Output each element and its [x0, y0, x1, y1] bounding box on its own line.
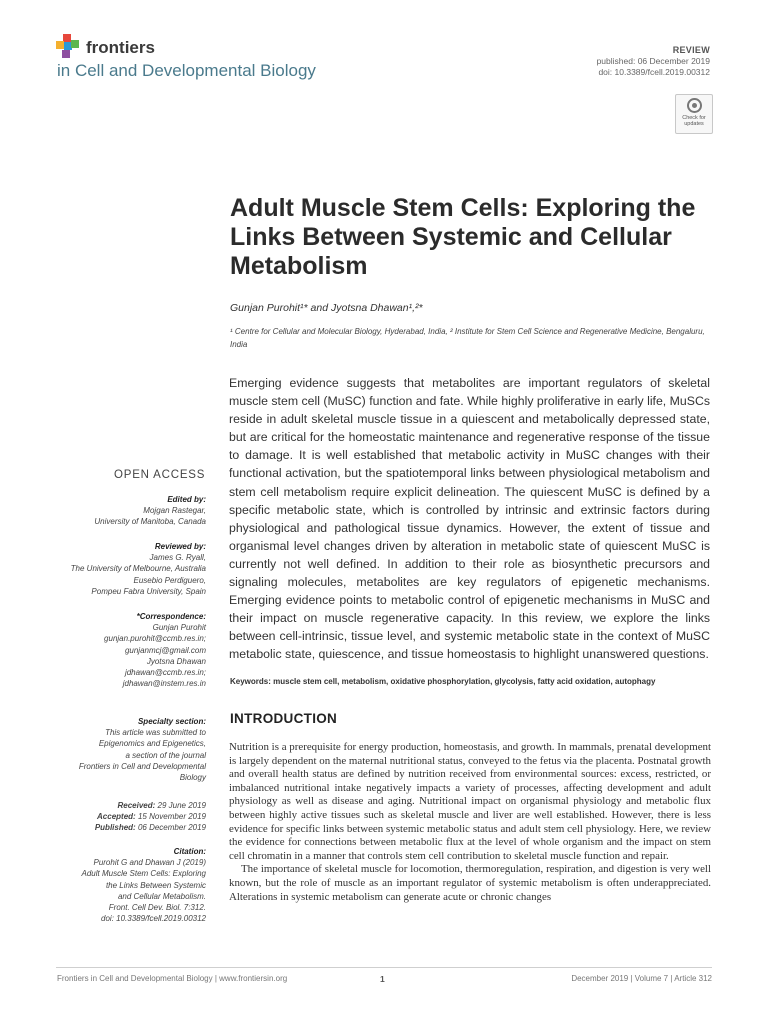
citation-block: [40, 846, 206, 924]
footer-divider: [56, 967, 712, 968]
body-text: [229, 741, 711, 904]
specialty-line: Frontiers in Cell and Developmental: [78, 761, 206, 771]
brand-name: frontiers: [86, 38, 155, 57]
correspondence-label: *Correspondence:: [136, 612, 206, 621]
citation-line: the Links Between Systemic: [105, 880, 206, 890]
specialty-block: [40, 716, 206, 783]
received-date: 29 June 2019: [157, 801, 206, 810]
edited-by-label: Edited by:: [167, 495, 206, 504]
citation-line: Purohit G and Dhawan J (2019): [93, 858, 206, 868]
keywords: Keywords: muscle stem cell, metabolism, oxidative phosphorylation, glycolysis, fatty acid oxidation, autophagy: [230, 677, 656, 686]
editor-line: University of Manitoba, Canada: [94, 517, 206, 527]
editor-line: Mojgan Rastegar,: [143, 506, 206, 516]
affiliations: ¹ Centre for Cellular and Molecular Biology, Hyderabad, India, ² Institute for Stem Cell Science and Regenerative Medicine, Bengaluru, India: [230, 327, 705, 349]
accepted-date: 15 November 2019: [137, 812, 206, 822]
body-paragraph: Nutrition is a prerequisite for energy production, homeostasis, and growth. In mammals, prenatal development is largely dependent on the maternal nutritional status, conveyed to the fetus via the placenta. Postnatal growth and overall health status are defined by nutrition received from environmental sources: excess, restricted, or imbalanced nutritional intake negatively impacts a variety of processes, affecting development and adult physiology as well as disease and aging. Nutritional impact on organismal physiology and metabolic flux between highly active tissues such as skeletal muscle and liver are well established. However, there is less evidence for specific links between systemic metabolic status and adult stem cell physiology. Here, we review the evidence for connections between metabolic flux at the level of whole organism and the impact on stem cell chromatin in a manner that controls stem cell contribution to skeletal muscle function and repair.: [229, 741, 711, 862]
correspondence-name: Jyotsna Dhawan: [146, 656, 206, 666]
reviewer-line: James G. Ryall,: [149, 553, 206, 563]
citation-label: Citation:: [173, 847, 206, 856]
edited-by-block: [40, 494, 206, 528]
citation-line: and Cellular Metabolism.: [117, 891, 206, 901]
check-updates-icon: [687, 98, 702, 113]
footer-issue: December 2019 | Volume 7 | Article 312: [571, 974, 712, 983]
article-title: Adult Muscle Stem Cells: Exploring the Links Between Systemic and Cellular Metabolism: [230, 194, 696, 280]
accepted-label: Accepted:: [97, 812, 136, 822]
correspondence-block: [40, 611, 206, 689]
body-paragraph: The importance of skeletal muscle for locomotion, thermoregulation, respiration, and digestion is very well known, but the role of muscle as an important regulator of systemic metabolism is often underappreciated. Alterations in systemic metabolism can generate acute or chronic changes: [229, 863, 711, 903]
doi[interactable]: doi: 10.3389/fcell.2019.00312: [598, 67, 710, 77]
correspondence-name: Gunjan Purohit: [152, 623, 206, 633]
check-updates-label: Check for updates: [682, 115, 706, 127]
correspondence-email[interactable]: gunjanmcj@gmail.com: [124, 645, 206, 655]
specialty-label: Specialty section:: [137, 717, 206, 726]
specialty-line: a section of the journal: [125, 750, 206, 760]
reviewer-line: Eusebio Perdiguero,: [133, 575, 206, 585]
abstract: Emerging evidence suggests that metabolites are important regulators of skeletal muscle stem cell (MuSC) function and fate. While highly proliferative in early life, MuSCs reside in adult skeletal muscle tissue in a quiescent and metabolically depressed state, but are critical for the homeostatic maintenance and regenerative response of the tissue to damage. It is well established that metabolic activity in MuSC changes with their functional activation, but the spatiotemporal links between physiological metabolism and stem cell metabolism require explicit delineation. The quiescent MuSC is defined by a specific metabolic state, which is controlled by intrinsic and extrinsic factors during physiological and pathological tissue dynamics. However, the extent of tissue and organismal level changes driven by alteration in metabolic state of quiescent MuSC is currently not well defined. In addition to their role as biosynthetic precursors and signaling molecules, metabolites are key regulators of epigenetic mechanisms. Emerging evidence points to metabolic control of epigenetic mechanisms in MuSC and their impact on muscle regenerative capacity. In this review, we explore the links between cell-intrinsic, tissue level, and systemic metabolic state in the context of MuSC metabolic state, quiescence, and tissue homeostasis to highlight unanswered questions.: [229, 376, 710, 662]
correspondence-email[interactable]: jdhawan@ccmb.res.in;: [124, 668, 206, 678]
correspondence-email[interactable]: jdhawan@instem.res.in: [122, 679, 206, 689]
reviewer-line: Pompeu Fabra University, Spain: [91, 586, 206, 596]
open-access-label: OPEN ACCESS: [114, 469, 206, 481]
journal-name: in Cell and Developmental Biology: [57, 61, 316, 80]
reviewed-by-label: Reviewed by:: [154, 542, 206, 551]
specialty-line: Biology: [179, 773, 206, 783]
published-date: published: 06 December 2019: [596, 56, 710, 66]
citation-doi[interactable]: doi: 10.3389/fcell.2019.00312: [101, 914, 206, 924]
citation-line: Front. Cell Dev. Biol. 7:312.: [108, 903, 206, 913]
received-label: Received:: [117, 801, 156, 810]
section-heading: INTRODUCTION: [230, 711, 338, 726]
correspondence-email[interactable]: gunjan.purohit@ccmb.res.in;: [104, 634, 206, 644]
article-type: REVIEW: [672, 45, 710, 55]
citation-line: Adult Muscle Stem Cells: Exploring: [81, 869, 206, 879]
reviewed-by-block: [40, 541, 206, 597]
article-authors: Gunjan Purohit¹* and Jyotsna Dhawan¹,²*: [230, 302, 423, 314]
check-for-updates-button[interactable]: [675, 94, 713, 134]
specialty-line: This article was submitted to: [105, 728, 206, 738]
specialty-line: Epigenomics and Epigenetics,: [98, 739, 206, 749]
page-number: 1: [380, 974, 385, 984]
published-label: Published:: [94, 823, 136, 833]
footer-journal[interactable]: Frontiers in Cell and Developmental Biology | www.frontiersin.org: [57, 974, 288, 983]
published-date-sidebar: 06 December 2019: [137, 823, 206, 833]
frontiers-logo-icon: [56, 34, 82, 62]
dates-block: [40, 800, 206, 834]
reviewer-line: The University of Melbourne, Australia: [70, 564, 206, 574]
